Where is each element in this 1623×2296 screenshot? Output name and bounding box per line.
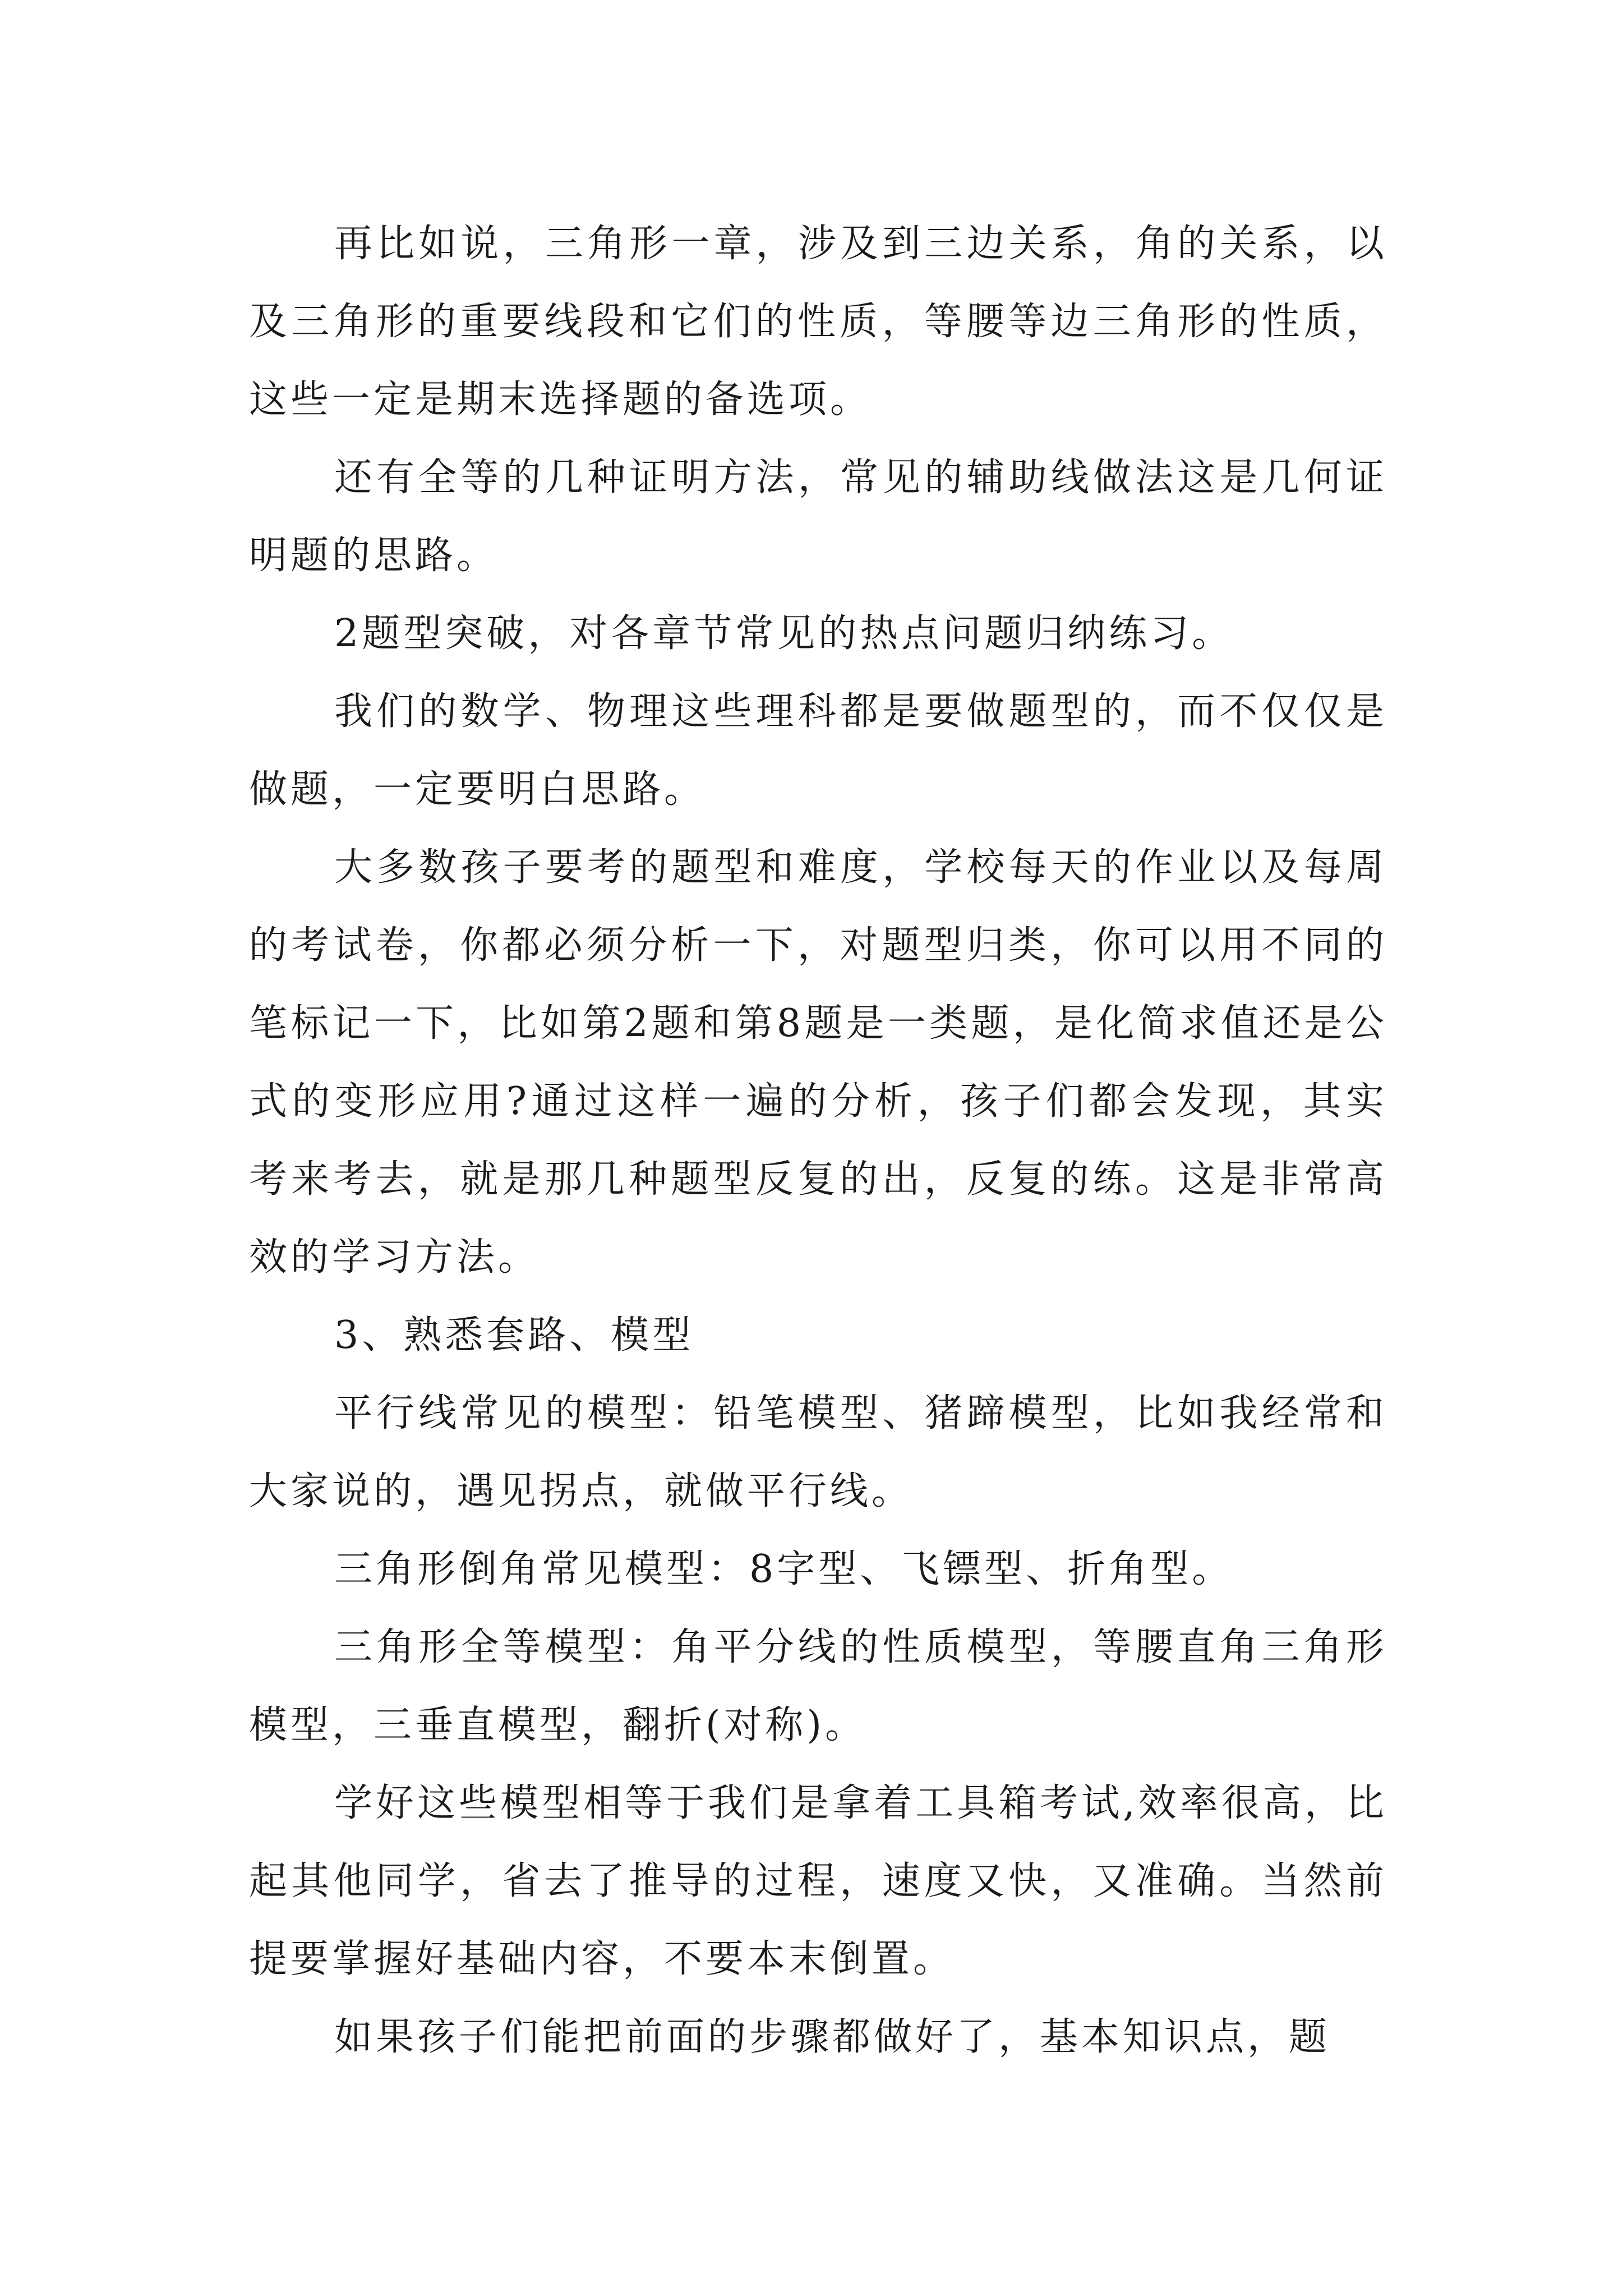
paragraph-science-subjects: 我们的数学、物理这些理科都是要做题型的，而不仅仅是做题，一定要明白思路。 <box>249 689 1387 812</box>
section-heading-models: 3、熟悉套路、模型 <box>334 1313 694 1358</box>
paragraph-congruence-proofs: 还有全等的几种证明方法，常见的辅助线做法这是几何证明题的思路。 <box>249 455 1387 578</box>
paragraph-triangle-congruence-models: 三角形全等模型：角平分线的性质模型，等腰直角三角形模型，三垂直模型，翻折(对称)。 <box>249 1625 1387 1747</box>
paragraph-toolbox-benefit: 学好这些模型相等于我们是拿着工具箱考试,效率很高，比起其他同学，省去了推导的过程，速度又快，又准确。当然前提要掌握好基础内容，不要本末倒置。 <box>249 1781 1387 1981</box>
paragraph-parallel-line-models: 平行线常见的模型：铅笔模型、猪蹄模型，比如我经常和大家说的，遇见拐点，就做平行线。 <box>249 1391 1387 1513</box>
paragraph-triangle-chapter: 再比如说，三角形一章，涉及到三边关系，角的关系，以及三角形的重要线段和它们的性质，等腰等边三角形的性质，这些一定是期末选择题的备选项。 <box>249 222 1387 422</box>
paragraph-closing-fragment: 如果孩子们能把前面的步骤都做好了，基本知识点，题 <box>334 2015 1331 2059</box>
paragraph-analyze-question-types: 大多数孩子要考的题型和难度，学校每天的作业以及每周的考试卷，你都必须分析一下，对题型归类，你可以用不同的笔标记一下，比如第2题和第8题是一类题，是化简求值还是公式的变形应用?通过这样一遍的分析，孩子们都会发现，其实考来考去，就是那几种题型反复的出，反复的练。这是非常高效的学习方法。 <box>249 845 1387 1280</box>
paragraph-question-type-breakthrough: 2题型突破，对各章节常见的热点问题归纳练习。 <box>334 611 1234 656</box>
paragraph-triangle-angle-models: 三角形倒角常见模型：8字型、飞镖型、折角型。 <box>334 1547 1234 1591</box>
document-body <box>249 205 1387 2076</box>
